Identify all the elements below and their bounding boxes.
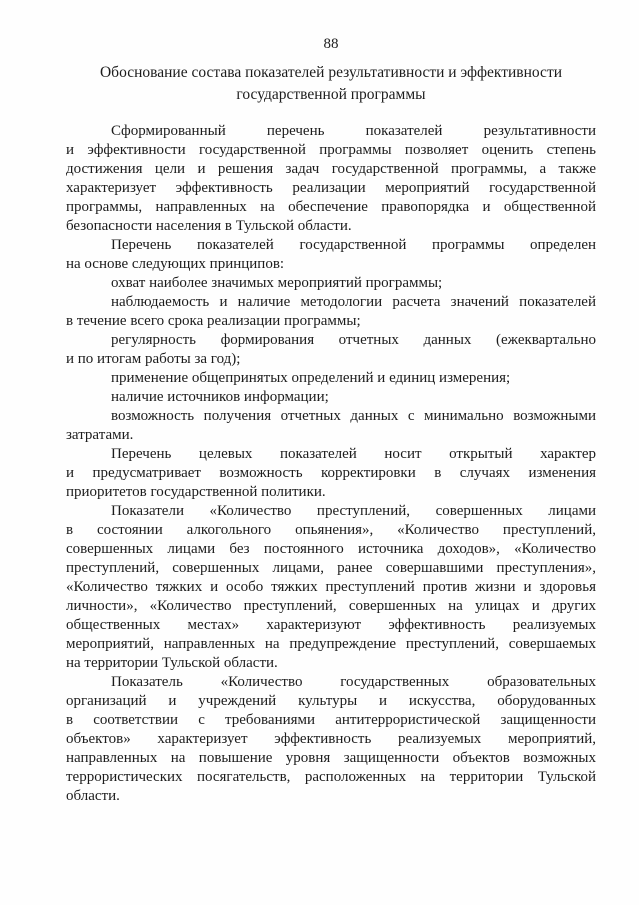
text-line: в течение всего срока реализации программы; — [66, 313, 361, 329]
text-line: области. — [66, 788, 120, 804]
paragraph — [66, 293, 596, 331]
title-line: государственной программы — [236, 86, 426, 103]
text-line: Перечень целевых показателей носит открытый характер — [111, 446, 596, 462]
title-line: Обоснование состава показателей результативности и эффективности — [99, 64, 563, 81]
text-line: программы, направленных на обеспечение правопорядка и общественной — [66, 199, 596, 215]
text-line: и по итогам работы за год); — [66, 351, 241, 367]
text-line: достижения цели и решения задач государственной программы, а также — [66, 161, 596, 177]
paragraph — [66, 236, 596, 274]
text-line: и предусматривает возможность корректировки в случаях изменения — [66, 465, 596, 481]
paragraph — [66, 369, 596, 388]
paragraph — [66, 502, 596, 673]
text-line: направленных на повышение уровня защищенности объектов возможных — [66, 750, 596, 766]
page-number: 88 — [323, 36, 339, 52]
paragraph — [66, 445, 596, 502]
text-line: Перечень показателей государственной программы определен — [111, 237, 596, 253]
text-line: характеризует эффективность реализации мероприятий государственной — [66, 180, 596, 196]
text-line: безопасности населения в Тульской области. — [66, 218, 352, 234]
text-line: на основе следующих принципов: — [66, 256, 285, 272]
text-line: общественных местах» характеризуют эффективность реализуемых — [66, 617, 596, 633]
text-line: террористических посягательств, расположенных на территории Тульской — [66, 769, 596, 785]
paragraph — [66, 673, 596, 806]
text-line: личности», «Количество преступлений, совершенных на улицах и других — [66, 598, 596, 614]
text-line: в соответствии с требованиями антитеррористической защищенности — [66, 712, 596, 728]
text-line: преступлений, совершенных лицами, ранее совершавшими преступления», — [66, 560, 596, 576]
text-line: Сформированный перечень показателей результативности — [111, 123, 596, 139]
text-line: Показатель «Количество государственных образовательных — [111, 674, 596, 690]
text-line: Показатели «Количество преступлений, совершенных лицами — [111, 503, 596, 519]
text-line: наблюдаемость и наличие методологии расчета значений показателей — [111, 294, 596, 310]
paragraph — [66, 388, 596, 407]
text-line: охват наиболее значимых мероприятий программы; — [111, 275, 443, 291]
text-line: в состоянии алкогольного опьянения», «Количество преступлений, — [66, 522, 596, 538]
text-line: организаций и учреждений культуры и искусства, оборудованных — [66, 693, 596, 709]
document-title — [66, 62, 596, 106]
document-body — [66, 122, 596, 806]
paragraph — [66, 407, 596, 445]
paragraph — [66, 331, 596, 369]
text-line: затратами. — [66, 427, 134, 443]
text-line: возможность получения отчетных данных с минимально возможными — [111, 408, 596, 424]
text-line: на территории Тульской области. — [66, 655, 278, 671]
text-line: совершенных лицами без постоянного источника доходов», «Количество — [66, 541, 596, 557]
text-line: «Количество тяжких и особо тяжких преступлений против жизни и здоровья — [66, 579, 596, 595]
text-line: объектов» характеризует эффективность реализуемых мероприятий, — [66, 731, 596, 747]
paragraph — [66, 122, 596, 236]
text-line: наличие источников информации; — [111, 389, 329, 405]
text-line: мероприятий, направленных на предупреждение преступлений, совершаемых — [66, 636, 596, 652]
text-line: приоритетов государственной политики. — [66, 484, 326, 500]
paragraph — [66, 274, 596, 293]
text-line: регулярность формирования отчетных данных (ежеквартально — [111, 332, 596, 348]
text-line: применение общепринятых определений и единиц измерения; — [111, 370, 511, 386]
text-line: и эффективности государственной программы позволяет оценить степень — [66, 142, 596, 158]
